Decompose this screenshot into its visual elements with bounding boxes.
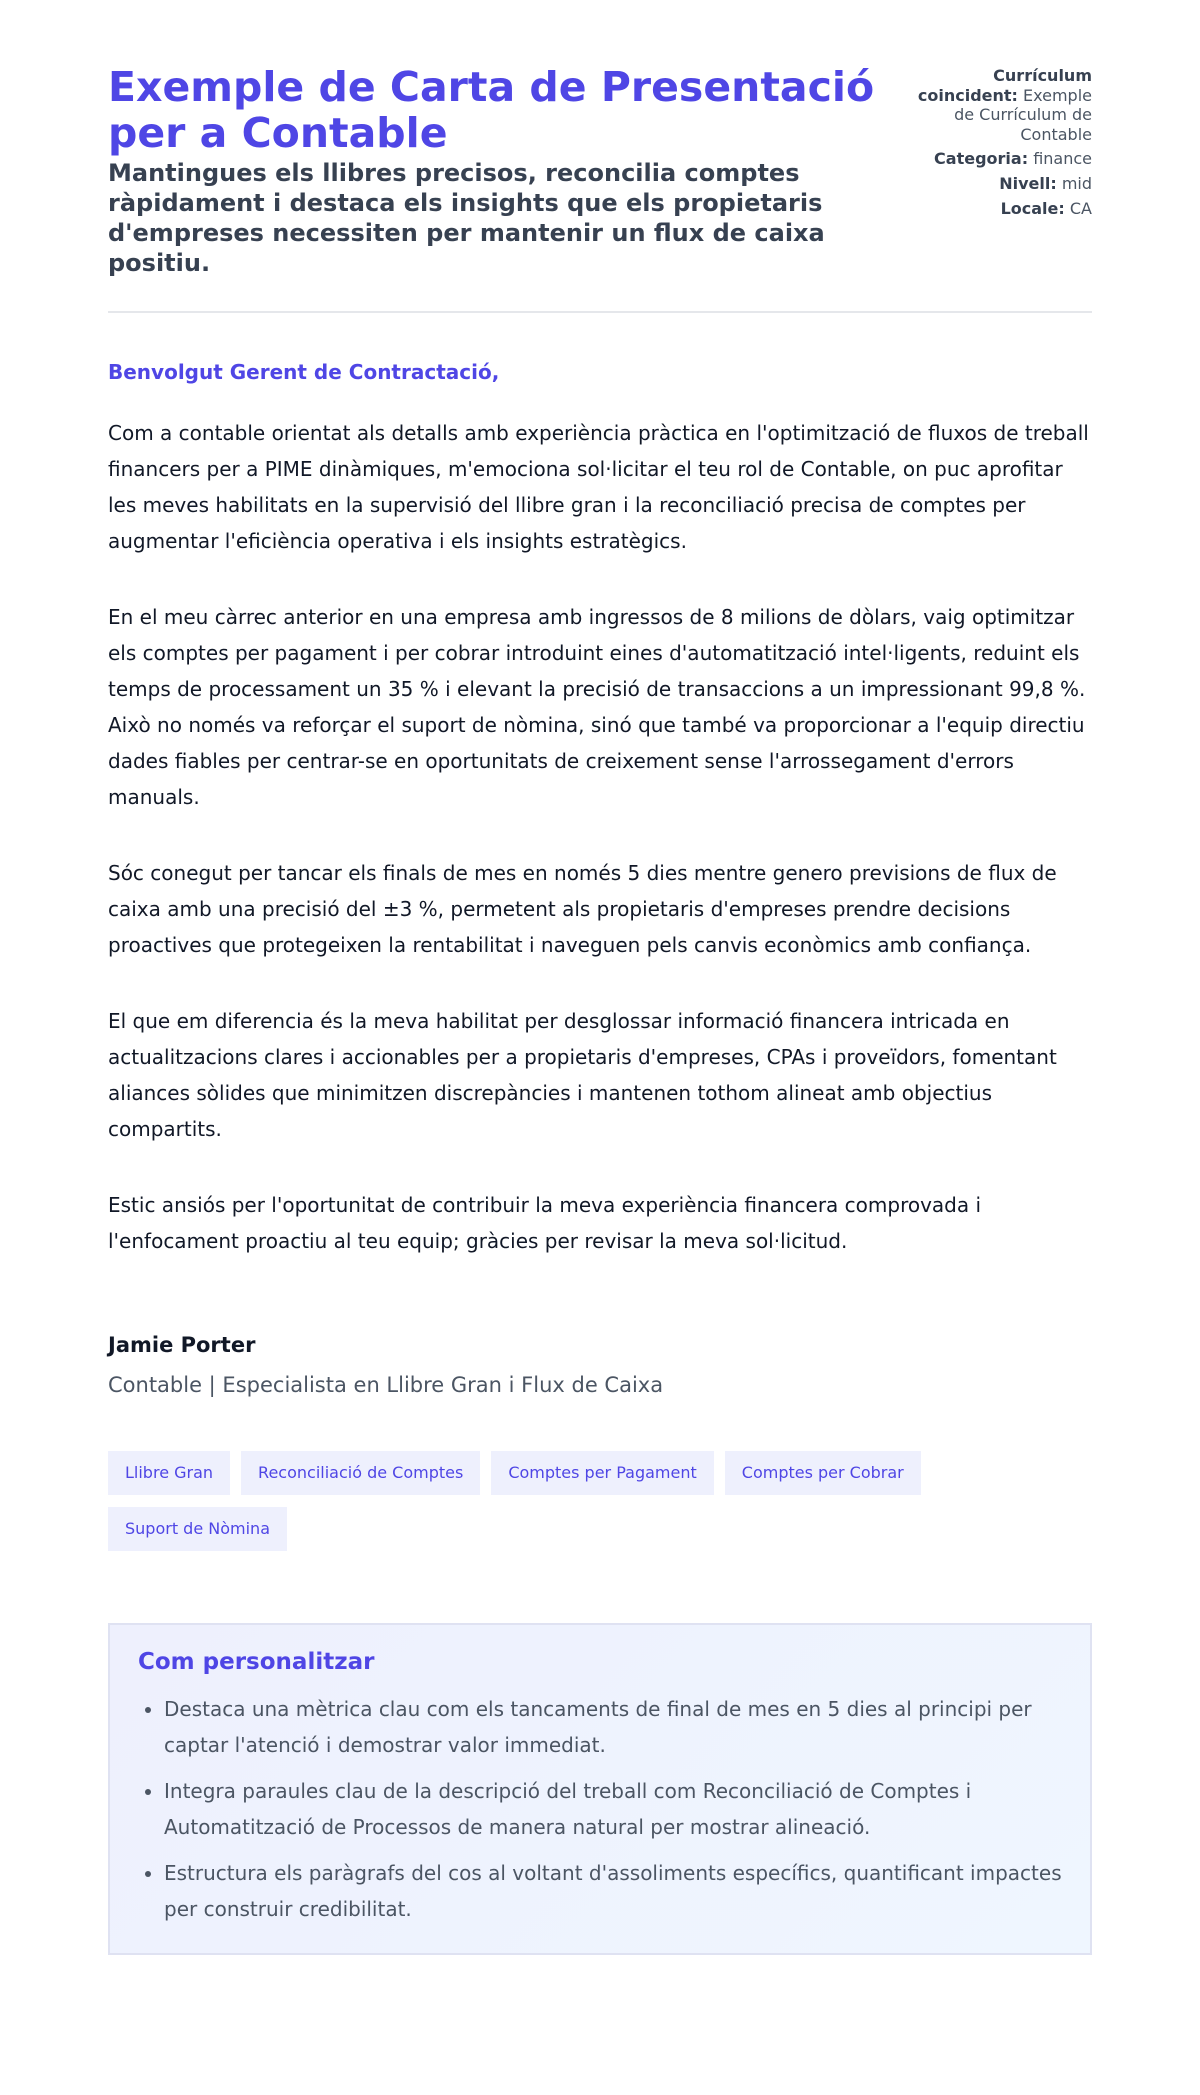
page-subtitle: Mantingues els llibres precisos, reconcilia comptes ràpidament i destaca els insights que els propietaris d'empreses necessiten per mantenir un flux de caixa positiu. — [108, 159, 825, 277]
customization-tips-box — [108, 1623, 1092, 1955]
meta-category-value: finance — [1033, 149, 1092, 168]
letter-paragraph-2: En el meu càrrec anterior en una empresa amb ingressos de 8 milions de dòlars, vaig optimitzar els comptes per pagament i per cobrar introduint eines d'automatització intel·ligents, reduint els temps de processament un 35 % i elevant la precisió de transaccions a un impressionant 99,8 %. Això no només va reforçar el suport de nòmina, sinó que també va proporcionar a l'equip directiu dades fiables per centrar-se en oportunitats de creixement sense l'arrossegament d'errors manuals. — [108, 605, 1086, 809]
letter-paragraph-5: Estic ansiós per l'oportunitat de contribuir la meva experiència financera comprovada i l'enfocament proactiu al teu equip; gràcies per revisar la meva sol·licitud. — [108, 1193, 982, 1253]
page-header — [108, 64, 1092, 278]
meta-level — [902, 174, 1092, 194]
meta-locale — [902, 199, 1092, 219]
meta-level-value: mid — [1061, 174, 1092, 193]
skill-tag: Suport de Nòmina — [108, 1507, 287, 1551]
meta-locale-value: CA — [1069, 199, 1092, 218]
skill-tag: Comptes per Cobrar — [725, 1451, 921, 1495]
signature-name: Jamie Porter — [108, 1333, 256, 1357]
cover-letter-page — [108, 0, 1092, 1955]
letter-paragraph-1: Com a contable orientat als detalls amb experiència pràctica en l'optimització de fluxos de treball financers per a PIME dinàmiques, m'emociona sol·licitar el teu rol de Contable, on puc aprofitar les meves habilitats en la supervisió del llibre gran i la reconciliació precisa de comptes per augmentar l'eficiència operativa i els insights estratègics. — [108, 421, 1089, 553]
skill-tags — [108, 1451, 1008, 1551]
letter-paragraph-4: El que em diferencia és la meva habilitat per desglossar informació financera intricada en actualitzacions clares i accionables per a propietaris d'empreses, CPAs i proveïdors, fomentant aliances sòlides que minimitzen discrepàncies i mantenen tothom alineat amb objectius compartits. — [108, 1009, 1057, 1141]
tips-list-item: • Estructura els paràgrafs del cos al voltant d'assoliments específics, quantificant impactes per construir credibilitat. — [164, 1855, 1062, 1927]
meta-matching-resume — [902, 66, 1092, 144]
tips-title: Com personalitzar — [138, 1649, 375, 1675]
meta-category — [902, 149, 1092, 169]
header-divider — [108, 311, 1092, 313]
signature-role: Contable | Especialista en Llibre Gran i Flux de Caixa — [108, 1373, 664, 1397]
meta-panel — [902, 66, 1092, 224]
letter-salutation: Benvolgut Gerent de Contractació, — [108, 360, 500, 384]
tips-list — [138, 1691, 1062, 1927]
skill-tag: Comptes per Pagament — [491, 1451, 713, 1495]
meta-locale-label: Locale: — [1000, 199, 1065, 218]
tips-list-item: • Integra paraules clau de la descripció del treball com Reconciliació de Comptes i Automatització de Processos de manera natural per mostrar alineació. — [164, 1773, 1062, 1845]
skill-tag: Reconciliació de Comptes — [241, 1451, 480, 1495]
tips-list-item: • Destaca una mètrica clau com els tancaments de final de mes en 5 dies al principi per captar l'atenció i demostrar valor immediat. — [164, 1691, 1062, 1763]
letter-paragraph-3: Sóc conegut per tancar els finals de mes en només 5 dies mentre genero previsions de flux de caixa amb una precisió del ±3 %, permetent als propietaris d'empreses prendre decisions proactives que protegeixen la rentabilitat i naveguen pels canvis econòmics amb confiança. — [108, 861, 1057, 957]
skill-tag: Llibre Gran — [108, 1451, 230, 1495]
meta-level-label: Nivell: — [999, 174, 1057, 193]
page-title: Exemple de Carta de Presentació per a Contable — [108, 63, 875, 157]
meta-category-label: Categoria: — [934, 149, 1029, 168]
letter-body — [108, 415, 1092, 1259]
meta-matching-resume-label: Currículum coincident: — [917, 66, 1092, 105]
meta-matching-resume-value: Exemple de Currículum de Contable — [954, 85, 1092, 144]
header-left — [108, 64, 888, 278]
